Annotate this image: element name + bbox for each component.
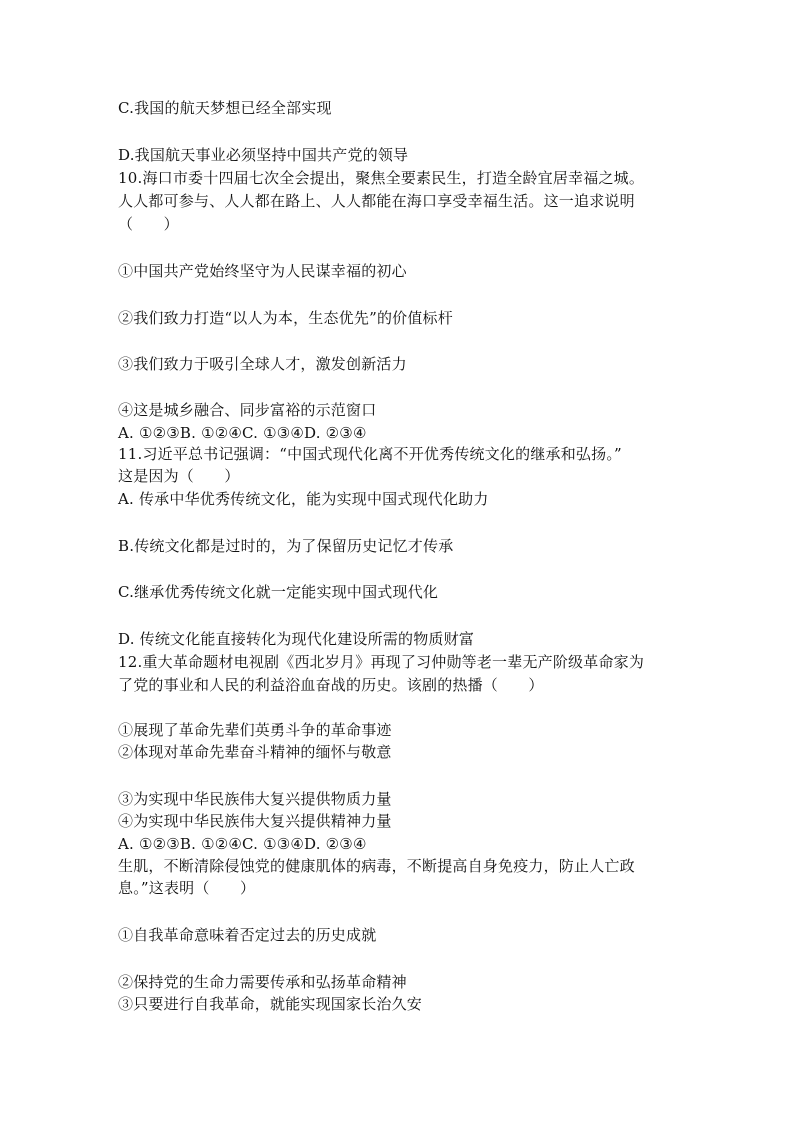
- question-12-line-1: 12.重大革命题材电视剧《西北岁月》再现了习仲勋等老一辈无产阶级革命家为: [118, 653, 645, 671]
- q10-statement-1: ①中国共产党始终坚守为人民谋幸福的初心: [118, 262, 407, 280]
- question-11-line-2: 这是因为（ ）: [118, 467, 240, 485]
- question-12-line-2: 了党的事业和人民的利益浴血奋战的历史。该剧的热播（ ）: [118, 676, 544, 694]
- q12-options: A. ①②③B. ①②④C. ①③④D. ②③④: [118, 835, 367, 853]
- option-c-q9: C.我国的航天梦想已经全部实现: [118, 99, 332, 117]
- q13-statement-1: ①自我革命意味着否定过去的历史成就: [118, 926, 377, 944]
- question-10-blank: （ ）: [118, 215, 179, 233]
- question-10-line-1: 10.海口市委十四届七次全会提出，聚焦全要素民生，打造全龄宜居幸福之城。: [118, 169, 645, 187]
- q12-statement-2: ②体现对革命先辈奋斗精神的缅怀与敬意: [118, 743, 392, 761]
- q12-statement-1: ①展现了革命先辈们英勇斗争的革命事迹: [118, 721, 392, 739]
- q10-statement-3: ③我们致力于吸引全球人才，激发创新活力: [118, 355, 407, 373]
- q12-statement-3: ③为实现中华民族伟大复兴提供物质力量: [118, 790, 392, 808]
- q13-statement-3: ③只要进行自我革命，就能实现国家长治久安: [118, 995, 423, 1013]
- q11-option-c: C.继承优秀传统文化就一定能实现中国式现代化: [118, 583, 439, 601]
- question-13-fragment-line-2: 息。”这表明（ ）: [118, 879, 256, 897]
- q12-statement-4: ④为实现中华民族伟大复兴提供精神力量: [118, 812, 392, 830]
- q10-statement-2: ②我们致力打造“以人为本，生态优先”的价值标杆: [118, 309, 453, 327]
- q11-option-b: B.传统文化都是过时的，为了保留历史记忆才传承: [118, 537, 454, 555]
- question-11-line-1: 11.习近平总书记强调：“中国式现代化离不开优秀传统文化的继承和弘扬。”: [118, 445, 622, 463]
- question-10-line-2: 人人都可参与、人人都在路上、人人都能在海口享受幸福生活。这一追求说明: [118, 192, 635, 210]
- question-13-fragment-line-1: 生肌，不断清除侵蚀党的健康肌体的病毒，不断提高自身免疫力，防止人亡政: [118, 857, 635, 875]
- q11-option-a: A. 传承中华优秀传统文化，能为实现中国式现代化助力: [118, 490, 489, 508]
- q10-options: A. ①②③B. ①②④C. ①③④D. ②③④: [118, 424, 367, 442]
- q11-option-d: D. 传统文化能直接转化为现代化建设所需的物质财富: [118, 630, 475, 648]
- q10-statement-4: ④这是城乡融合、同步富裕的示范窗口: [118, 401, 377, 419]
- option-d-q9: D.我国航天事业必须坚持中国共产党的领导: [118, 146, 409, 164]
- q13-statement-2: ②保持党的生命力需要传承和弘扬革命精神: [118, 973, 407, 991]
